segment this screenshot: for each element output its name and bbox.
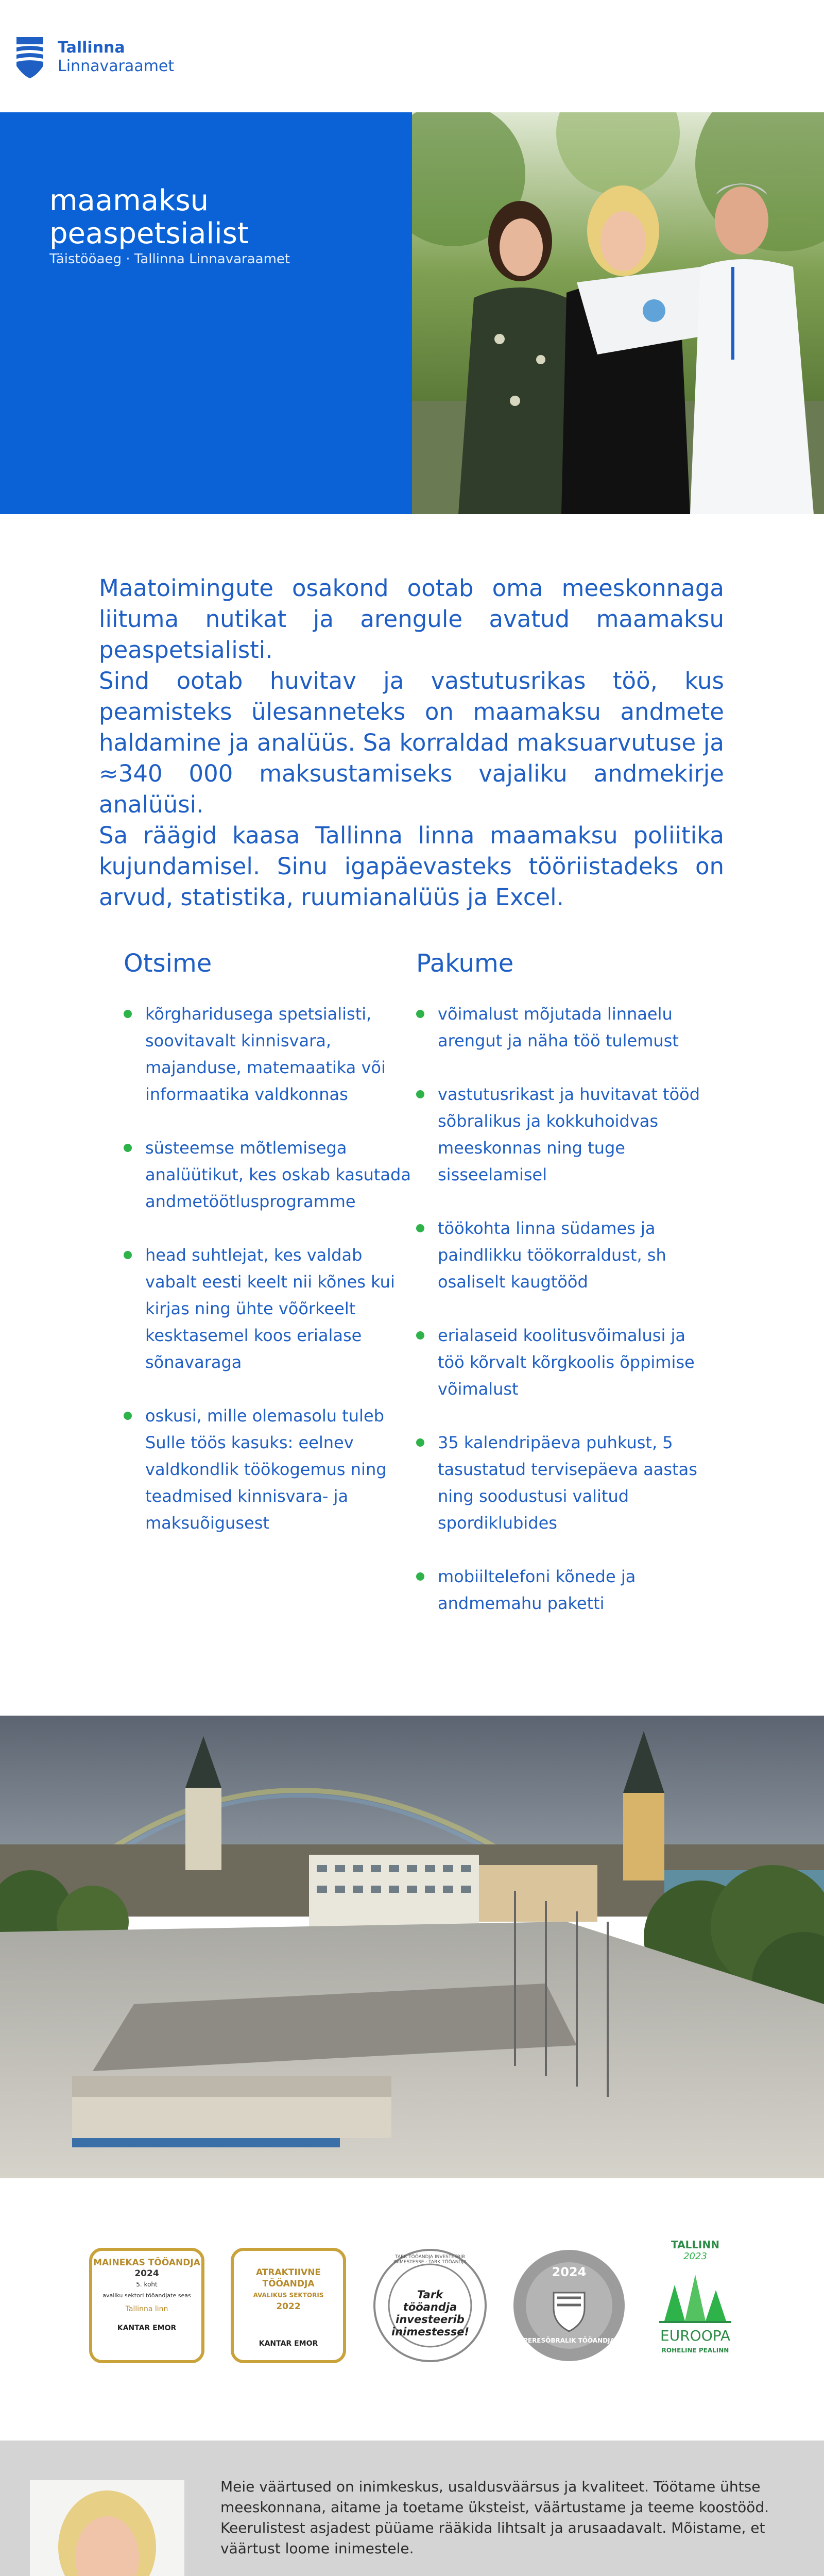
badge-attractive-employer	[229, 2246, 348, 2365]
benefits-heading: Pakume	[416, 949, 514, 978]
benefits-column	[416, 948, 705, 1643]
green-capital-icon	[644, 2264, 747, 2326]
list-item: oskusi, mille olemasolu tuleb Sulle töös kasuks: eelnev valdkondlik töökogemus ning teadmised kinnisvara- ja maksuõigusest	[124, 1402, 412, 1536]
bullet-icon	[124, 1251, 132, 1259]
quote-paragraph-1: Meie väärtused on inimkeskus, usaldusväärsus ja kvaliteet. Töötame ühtse meeskonnana, aitame ja toetame üksteist, väärtustame ja teeme koostööd. Keerulistest asjadest püüame rääkida lihtsalt ja arusaadavalt. Mõistame, et väärtust loome inimestele.	[220, 2478, 769, 2557]
badge2-year: 2022	[276, 2301, 301, 2312]
hero-panel	[0, 112, 412, 514]
employer-badges	[0, 2239, 824, 2372]
hero-photo	[412, 112, 824, 514]
badge-green-capital	[644, 2239, 747, 2367]
badge4-year: 2024	[552, 2265, 587, 2279]
bullet-icon	[124, 1010, 132, 1018]
benefits-list	[416, 1001, 705, 1617]
badge3-center-2: investeerib	[396, 2313, 465, 2326]
bullet-icon	[416, 1572, 424, 1581]
badge1-foot: KANTAR EMOR	[117, 2324, 177, 2332]
badge5-mid: EUROOPA	[660, 2327, 730, 2344]
logo-line-2: Linnavaraamet	[58, 57, 175, 75]
logo[interactable]	[14, 34, 174, 80]
requirements-heading: Otsime	[124, 949, 212, 978]
badge2-line: AVALIKUS SEKTORIS	[253, 2292, 324, 2299]
list-item: 35 kalendripäeva puhkust, 5 tasustatud tervisepäeva aastas ning soodustusi valitud spordiklubides	[416, 1429, 705, 1536]
list-item: võimalust mõjutada linnaelu arengut ja näha töö tulemust	[416, 1001, 705, 1054]
tallinn-square-illustration	[0, 1716, 824, 2178]
badge3-center-1: Tark tööandja	[403, 2289, 457, 2313]
list-item: erialaseid koolitusvõimalusi ja töö kõrvalt kõrgkoolis õppimise võimalust	[416, 1322, 705, 1402]
badge1-line2: avaliku sektori tööandjate seas	[102, 2292, 191, 2299]
intro-paragraph-3: Sa räägid kaasa Tallinna linna maamaksu poliitika kujundamisel. Sinu igapäevasteks tööriistadeks on arvud, statistika, ruumianalüüs ja Excel.	[99, 822, 724, 911]
badge1-brand: Tallinna linn	[125, 2305, 168, 2313]
intro-paragraph-1: Maatoimingute osakond ootab oma meeskonnaga liituma nutikat ja arengule avatud maamaksu peaspetsialisti.	[99, 574, 724, 664]
badge3-ring-text: TARK TÖÖANDJA INVESTEERIB INIMESTESSE · TARK TÖÖANDJA	[393, 2255, 467, 2265]
badge4-ring-text: PERESÕBRALIK TÖÖANDJA	[523, 2337, 615, 2344]
bullet-icon	[416, 1438, 424, 1447]
bullet-icon	[124, 1144, 132, 1152]
list-item: head suhtlejat, kes valdab vabalt eesti keelt nii kõnes kui kirjas ning ühte võõrkeelt kesktasemel koos erialase sõnavaraga	[124, 1242, 412, 1376]
badge5-bottom: ROHELINE PEALINN	[661, 2347, 729, 2354]
badge-family-friendly	[510, 2246, 628, 2365]
bullet-icon	[416, 1010, 424, 1018]
logo-text	[58, 39, 174, 76]
job-subtitle: Täistööaeg · Tallinna Linnavaraamet	[49, 251, 290, 267]
family-friendly-badge-icon	[510, 2246, 628, 2365]
tallinn-crest-icon	[14, 34, 45, 80]
badge2-title: ATRAKTIIVNE TÖÖANDJA	[255, 2267, 321, 2289]
intro-text	[99, 573, 724, 913]
job-title: maamaksu peaspetsialist	[49, 184, 249, 250]
logo-line-1: Tallinna	[58, 39, 125, 57]
manager-portrait-illustration	[30, 2480, 184, 2576]
badge1-year: 2024	[134, 2268, 159, 2279]
badge2-foot: KANTAR EMOR	[259, 2340, 318, 2348]
hero	[0, 112, 824, 514]
bullet-icon	[416, 1331, 424, 1340]
bullet-icon	[416, 1090, 424, 1098]
intro-paragraph-2: Sind ootab huvitav ja vastutusrikas töö, kus peamisteks ülesanneteks on maamaksu andmete haldamine ja analüüs. Sa korraldad maksuarvutuse ja ≈340 000 maksustamiseks vajaliku andmekirje analüüsi.	[99, 667, 724, 818]
manager-photo	[30, 2480, 184, 2576]
city-photo	[0, 1716, 824, 2178]
quote-text	[220, 2477, 802, 2576]
team-photo-illustration	[412, 112, 824, 514]
requirements-column	[124, 948, 412, 1563]
list-item: süsteemse mõtlemisega analüütikut, kes oskab kasutada andmetöötlusprogramme	[124, 1134, 412, 1215]
requirements-list	[124, 1001, 412, 1536]
list-item: mobiiltelefoni kõnede ja andmemahu paketti	[416, 1563, 705, 1617]
badge-reputable-employer	[88, 2246, 206, 2365]
list-item: töökohta linna südames ja paindlikku töökorraldust, sh osaliselt kaugtööd	[416, 1215, 705, 1295]
manager-quote	[0, 2441, 824, 2576]
badge1-line: 5. koht	[136, 2281, 158, 2288]
badge5-year: 2023	[683, 2251, 707, 2262]
badge-smart-employer	[371, 2246, 489, 2365]
bullet-icon	[124, 1412, 132, 1420]
badge3-center-3: inimestesse!	[391, 2326, 470, 2338]
bullet-icon	[416, 1224, 424, 1232]
list-item: vastutusrikast ja huvitavat tööd sõbralikus ja kokkuhoidvas meeskonnas ning tuge sisseelamisel	[416, 1081, 705, 1188]
badge5-top: TALLINN	[671, 2239, 719, 2251]
list-item: kõrgharidusega spetsialisti, soovitavalt kinnisvara, majanduse, matemaatika või informaatika valdkonnas	[124, 1001, 412, 1108]
badge1-title: MAINEKAS TÖÖANDJA	[93, 2258, 200, 2268]
